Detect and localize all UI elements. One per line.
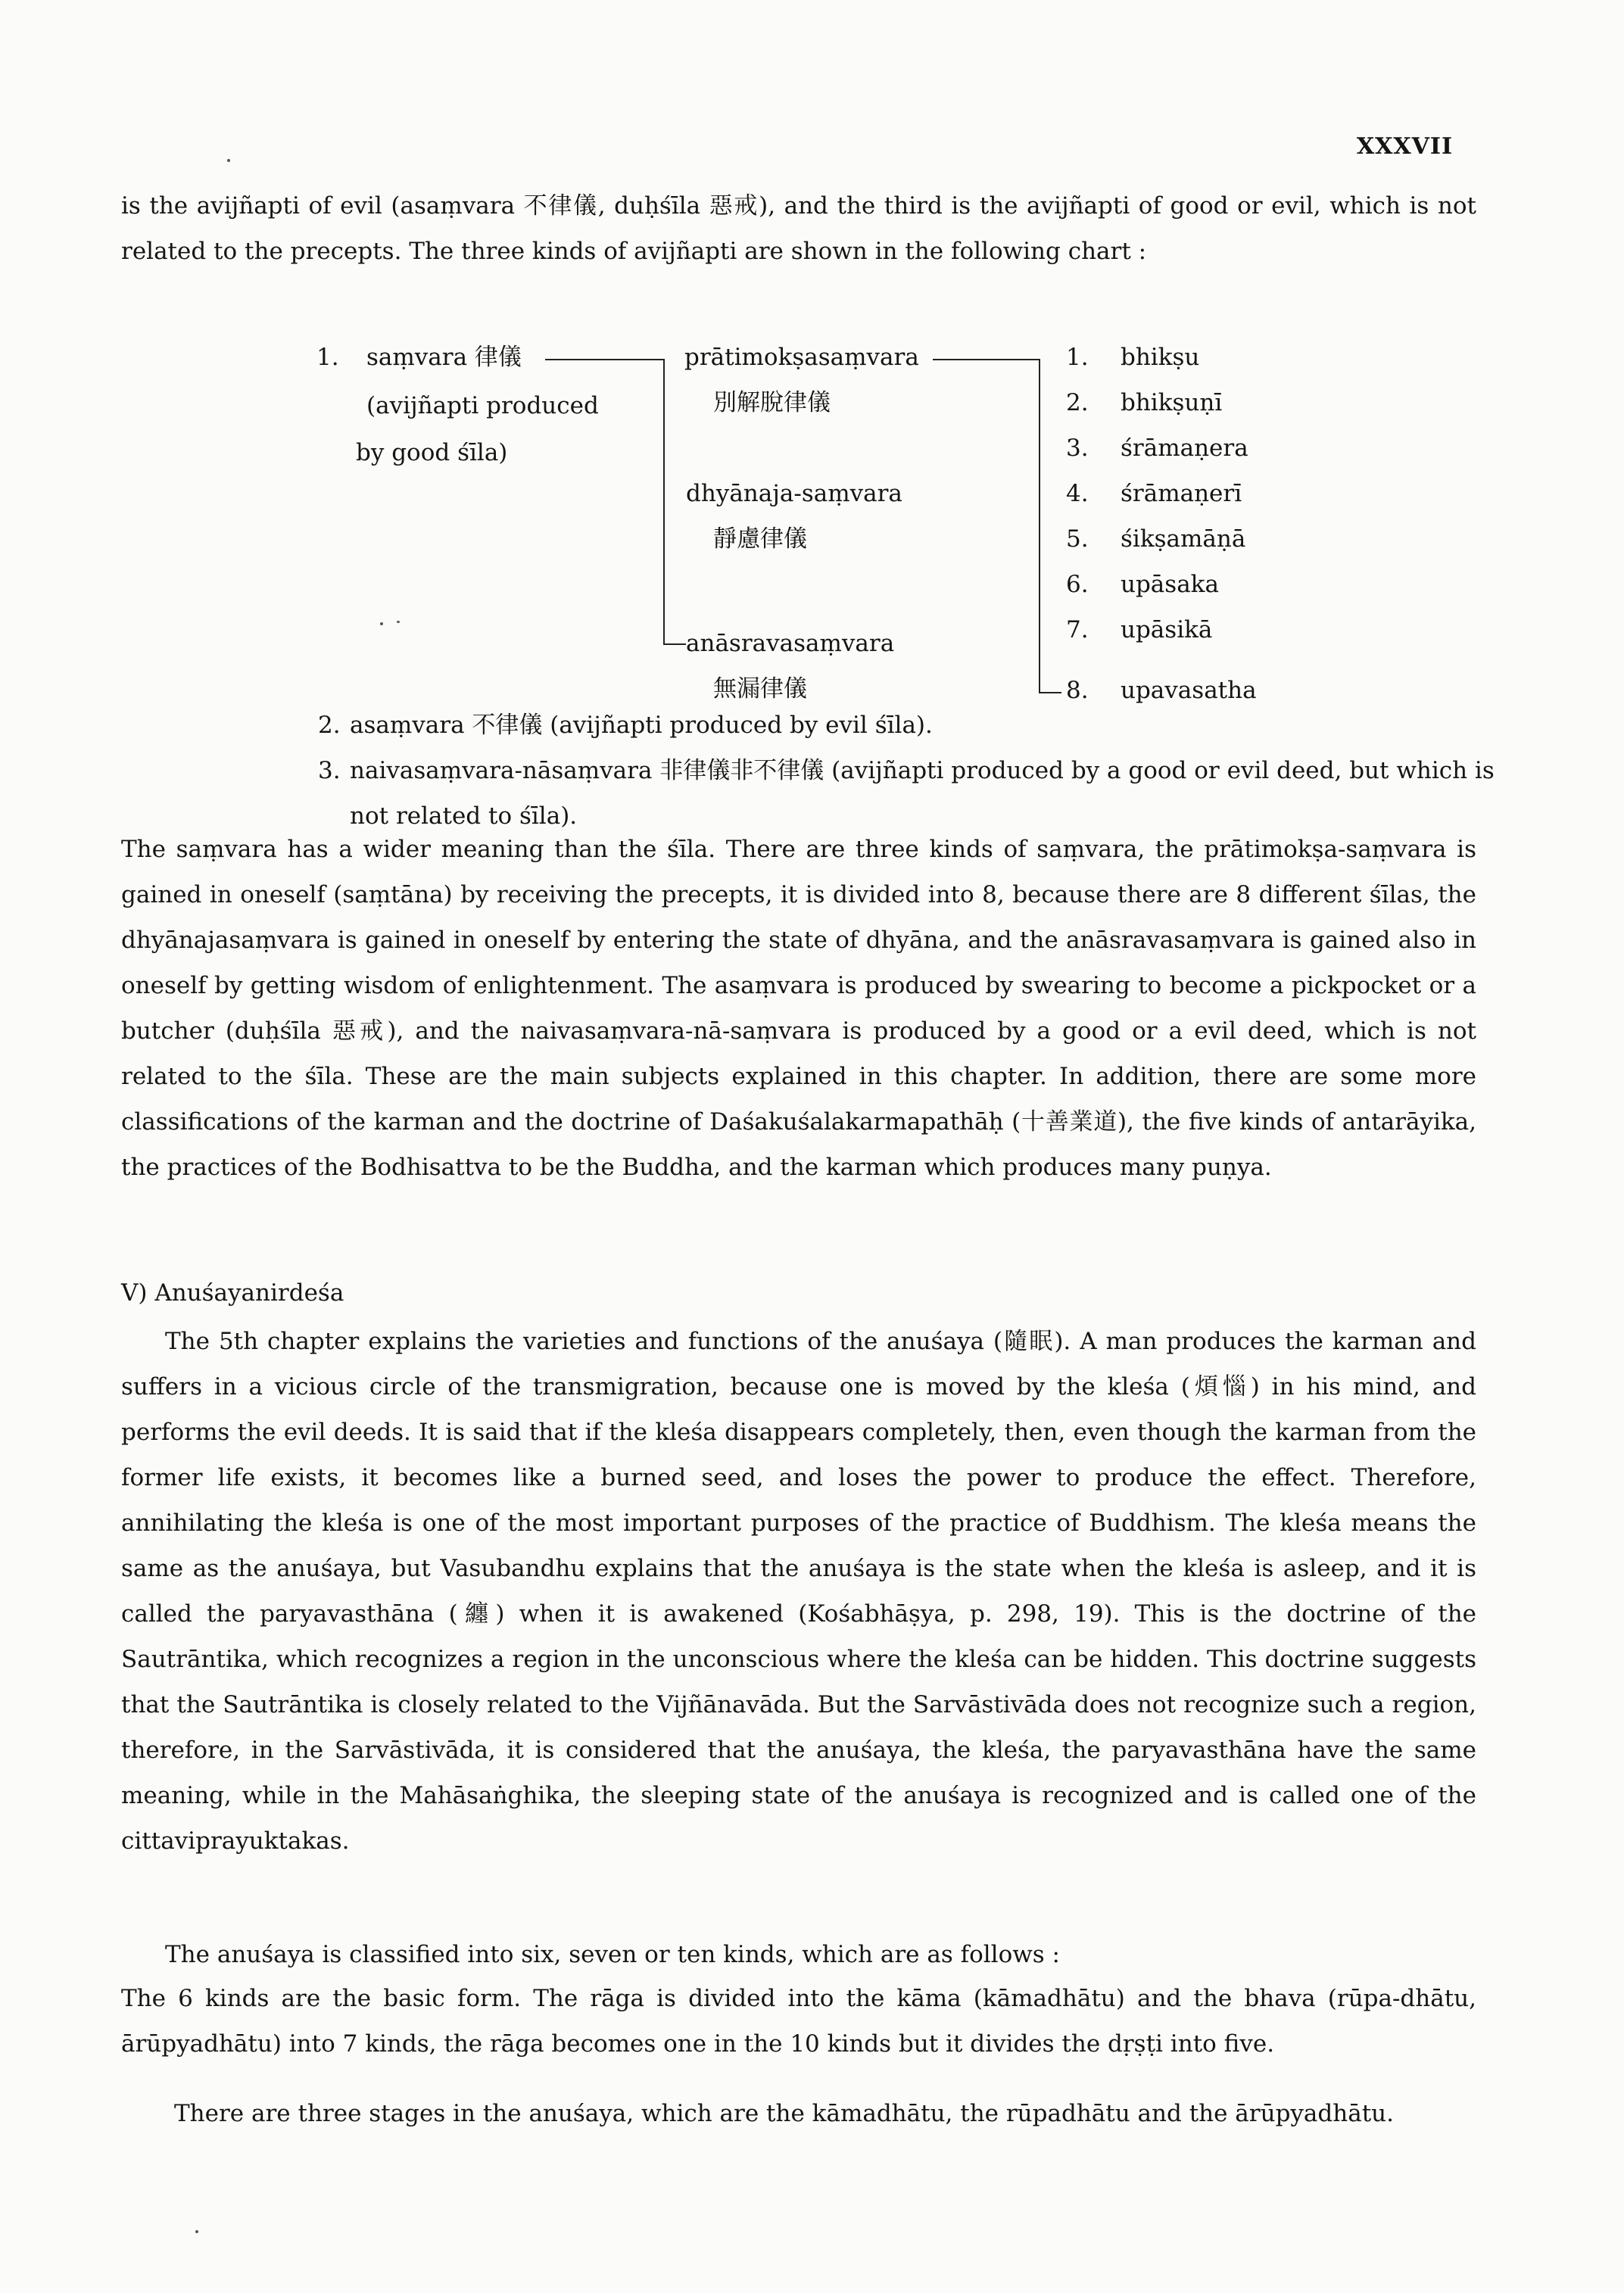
chart-branch-pratimoksa: prātimokṣasaṃvara — [684, 344, 919, 371]
scan-speck — [397, 621, 400, 623]
list-item-number: 3. — [318, 757, 341, 784]
anusaya-paragraph: The 5th chapter explains the varieties and functions of the anuśaya (隨眠). A man produces the karman and suffers in a vicious circle of the transmigration, because one is moved by the kleśa (煩惱) in his mind, and performs the evil deeds. It is said that if the kleśa disappears completely, then, even though the karman from the former life exists, it becomes like a burned seed, and loses the power to produce the effect. Therefore, annihilating the kleśa is one of the most important purposes of the practice of Buddhism. The kleśa means the same as the anuśaya, but Vasubandhu explains that the anuśaya is the state when the kleśa is asleep, and it is called the paryavasthāna (纏) when it is awakened (Kośabhāṣya, p. 298, 19). This is the doctrine of the Sautrāntika, which recognizes a region in the unconscious where the kleśa can be hidden. This doctrine suggests that the Sautrāntika is closely related to the Vijñānavāda. But the Sarvāstivāda does not recognize such a region, therefore, in the Sarvāstivāda, it is considered that the anuśaya, the kleśa, the paryavasthāna have the same meaning, while in the Mahāsaṅghika, the sleeping state of the anuśaya is recognized and is called one of the cittaviprayuktakas. — [121, 1328, 1476, 1855]
chart-root-term: saṃvara 律儀 — [366, 344, 522, 371]
chart-branch-bottom-tick — [663, 643, 686, 645]
chart-leaf-bottom-tick — [1039, 692, 1061, 693]
chart-leaf-number: 1. — [1066, 344, 1089, 371]
chart-branch-dhyanaja: dhyānaja-saṃvara — [686, 480, 902, 507]
chart-branch-bracket — [663, 359, 665, 645]
six-kinds-paragraph: The 6 kinds are the basic form. The rāga is divided into the kāma (kāmadhātu) and the bhava (rūpa-dhātu, ārūpyadhātu) into 7 kinds, the rāga becomes one in the 10 kinds but it divides the dṛṣṭi into five. — [121, 1985, 1476, 2058]
chart-leaf-number: 6. — [1066, 571, 1089, 598]
chart-leaf-term: śrāmaṇerī — [1121, 480, 1242, 507]
chart-root-number: 1. — [316, 344, 339, 371]
scan-speck — [227, 159, 230, 162]
chart-leaf-number: 3. — [1066, 435, 1089, 462]
chart-leaf-term: bhikṣuṇī — [1121, 389, 1223, 416]
chart-root-desc-line2: by good śīla) — [356, 439, 508, 466]
list-item-number: 2. — [318, 712, 341, 739]
chart-leaf-number: 5. — [1066, 525, 1089, 553]
chart-branch-dhyanaja-chinese: 靜慮律儀 — [713, 525, 807, 553]
chart-leaf-term: śikṣamāṇā — [1121, 525, 1246, 553]
chart-leaf-term: upavasatha — [1121, 677, 1257, 704]
chart-branch-pratimoksa-chinese: 別解脫律儀 — [713, 389, 831, 416]
list-item-text: asaṃvara 不律儀 (avijñapti produced by evil śīla). — [350, 712, 933, 739]
section-heading: V) Anuśayanirdeśa — [121, 1279, 344, 1307]
classification-paragraph: The anuśaya is classified into six, seven or ten kinds, which are as follows : — [165, 1941, 1060, 1968]
list-item-text: naivasaṃvara-nāsaṃvara 非律儀非不律儀 (avijñapti produced by a good or evil deed, but which is not related to śīla). — [350, 757, 1495, 830]
avijnapti-chart — [0, 333, 1624, 704]
list-item — [318, 703, 1499, 748]
chart-leaf-number: 8. — [1066, 677, 1089, 704]
chart-leaf-term: bhikṣu — [1121, 344, 1200, 371]
chart-leaf-number: 2. — [1066, 389, 1089, 416]
chart-leaf-term: upāsaka — [1121, 571, 1219, 598]
page-number: XXXVII — [1356, 133, 1453, 160]
chart-root-desc-line1: (avijñapti produced — [366, 392, 599, 419]
avijnapti-list — [318, 703, 1499, 839]
chart-leaf-term: śrāmaṇera — [1121, 435, 1248, 462]
list-item — [318, 748, 1499, 839]
chart-leaf-number: 7. — [1066, 616, 1089, 643]
chart-root-connector — [545, 359, 665, 360]
chart-leaf-number: 4. — [1066, 480, 1089, 507]
three-stages-paragraph: There are three stages in the anuśaya, which are the kāmadhātu, the rūpadhātu and the ārūpyadhātu. — [174, 2100, 1394, 2127]
chart-branch-anasrava: anāsravasaṃvara — [686, 630, 895, 657]
chart-leaf-term: upāsikā — [1121, 616, 1213, 643]
scan-speck — [195, 2230, 198, 2233]
chart-leaf-bracket — [1039, 359, 1040, 693]
samvara-paragraph: The saṃvara has a wider meaning than the śīla. There are three kinds of saṃvara, the prātimokṣa-saṃvara is gained in oneself (saṃtāna) by receiving the precepts, it is divided into 8, because there are 8 different śīlas, the dhyānajasaṃvara is gained in oneself by entering the state of dhyāna, and the anāsravasaṃvara is gained also in oneself by getting wisdom of enlightenment. The asaṃvara is produced by swearing to become a pickpocket or a butcher (duḥśīla 惡戒), and the naivasaṃvara-nā-saṃvara is produced by a good or a evil deed, which is not related to the śīla. These are the main subjects explained in this chapter. In addition, there are some more classifications of the karman and the doctrine of Daśakuśalakarmapathāḥ (十善業道), the five kinds of antarāyika, the practices of the Bodhisattva to be the Buddha, and the karman which produces many puṇya. — [121, 836, 1476, 1181]
intro-paragraph: is the avijñapti of evil (asaṃvara 不律儀, duḥśīla 惡戒), and the third is the avijñapti of good or evil, which is not related to the precepts. The three kinds of avijñapti are shown in the following chart : — [121, 192, 1476, 265]
chart-branch-anasrava-chinese: 無漏律儀 — [713, 675, 807, 703]
chart-leaf-connector — [933, 359, 1040, 360]
scan-speck — [380, 622, 383, 625]
